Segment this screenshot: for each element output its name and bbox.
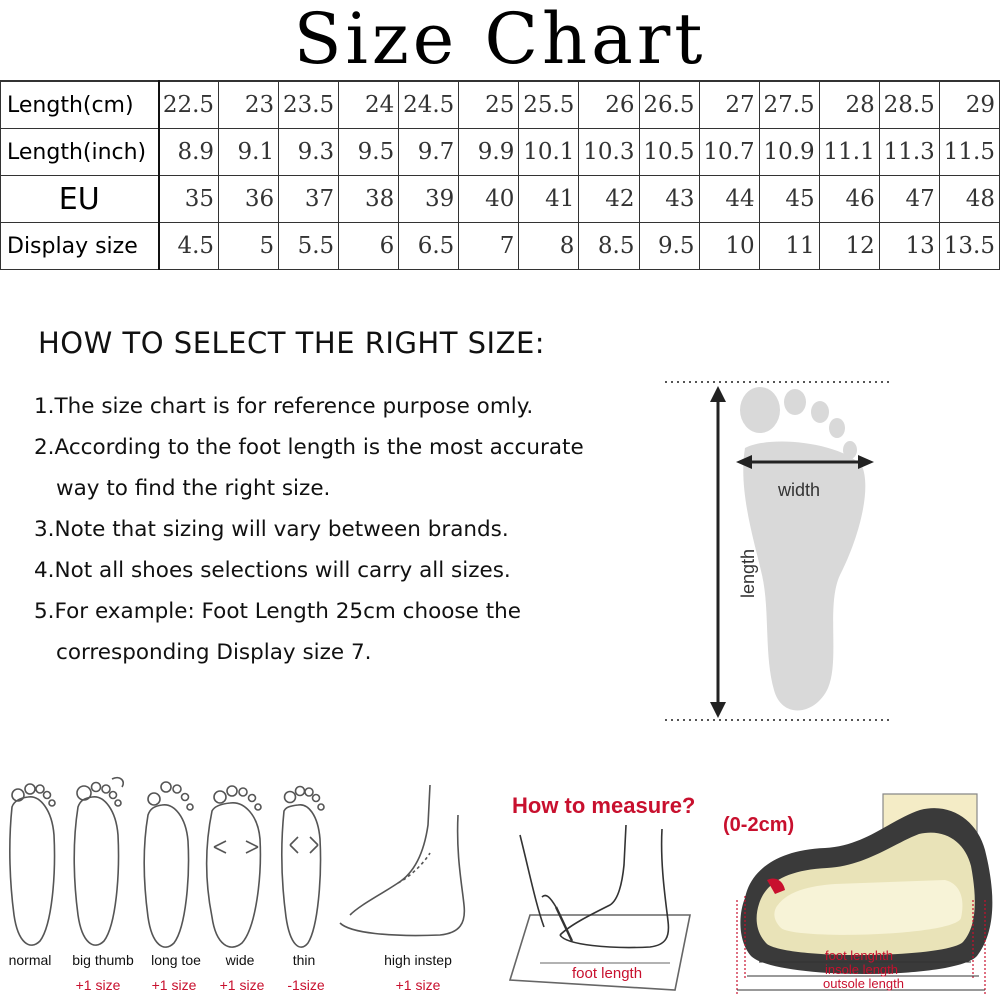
- instruction-text: 4.Not all shoes selections will carry all sizes.: [34, 558, 511, 583]
- big-thumb-foot-icon: [74, 778, 123, 945]
- size-cell: 5.5: [279, 223, 339, 270]
- size-cell: 4.5: [159, 223, 219, 270]
- size-cell: 9.7: [399, 129, 459, 176]
- instructions-heading: HOW TO SELECT THE RIGHT SIZE:: [38, 326, 546, 360]
- size-cell: 10.9: [759, 129, 819, 176]
- size-cell: 6.5: [399, 223, 459, 270]
- foot-type-name: thin: [292, 952, 316, 968]
- size-cell: 6: [339, 223, 399, 270]
- size-cell: 44: [699, 176, 759, 223]
- normal-foot-icon: [10, 784, 55, 945]
- row-header: EU: [1, 176, 159, 223]
- foot-type-name: big thumb: [72, 952, 134, 968]
- foot-type-adjust: -1size: [287, 977, 325, 993]
- size-cell: 10.3: [579, 129, 639, 176]
- size-cell: 42: [579, 176, 639, 223]
- size-cell: 27.5: [759, 81, 819, 129]
- footprint-icon: [740, 387, 865, 710]
- foot-types-illustration: [0, 765, 490, 1000]
- size-cell: 9.1: [219, 129, 279, 176]
- size-cell: 9.3: [279, 129, 339, 176]
- row-header: Display size: [1, 223, 159, 270]
- size-cell: 10.1: [519, 129, 579, 176]
- width-label: width: [778, 480, 821, 500]
- instruction-text: 2.According to the foot length is the most accurate: [34, 435, 584, 460]
- row-header: Length(cm): [1, 81, 159, 129]
- size-cell: 38: [339, 176, 399, 223]
- instruction-text: 5.For example: Foot Length 25cm choose the: [34, 599, 521, 624]
- instruction-item: [34, 427, 644, 509]
- shoe-length-panel: [715, 780, 1000, 1000]
- size-table: [0, 80, 1000, 270]
- size-cell: 13: [879, 223, 939, 270]
- size-cell: 23: [219, 81, 279, 129]
- size-cell: 27: [699, 81, 759, 129]
- foot-measure-diagram: [650, 370, 900, 730]
- page-title: Size Chart: [293, 0, 707, 80]
- instructions-list: [34, 386, 644, 673]
- high-instep-foot-icon: [340, 785, 464, 936]
- size-cell: 26: [579, 81, 639, 129]
- measure-label: foot length: [572, 965, 643, 982]
- size-cell: 8.5: [579, 223, 639, 270]
- size-cell: 24.5: [399, 81, 459, 129]
- long-toe-foot-icon: [144, 782, 193, 947]
- size-cell: 28.5: [879, 81, 939, 129]
- instruction-item: [34, 550, 644, 591]
- size-cell: 39: [399, 176, 459, 223]
- size-cell: 9.9: [459, 129, 519, 176]
- wide-foot-icon: [207, 786, 261, 947]
- foot-type-name: wide: [225, 952, 255, 968]
- how-to-measure-panel: [500, 785, 710, 1000]
- instruction-text: 3.Note that sizing will vary between brands.: [34, 517, 509, 542]
- size-cell: 41: [519, 176, 579, 223]
- size-cell: 35: [159, 176, 219, 223]
- foot-type-name: normal: [8, 952, 52, 968]
- size-row: [1, 176, 1000, 223]
- size-cell: 24: [339, 81, 399, 129]
- size-cell: 25: [459, 81, 519, 129]
- thin-foot-icon: [282, 787, 324, 948]
- measure-title: How to measure?: [512, 793, 696, 818]
- size-cell: 26.5: [639, 81, 699, 129]
- foot-type-name: high instep: [384, 952, 452, 968]
- instruction-text-continued: corresponding Display size 7.: [56, 640, 372, 665]
- foot-type-adjust: +1 size: [75, 977, 121, 993]
- instruction-item: [34, 591, 644, 673]
- size-cell: 36: [219, 176, 279, 223]
- size-cell: 9.5: [639, 223, 699, 270]
- size-cell: 28: [819, 81, 879, 129]
- foot-type-adjust: +1 size: [395, 977, 441, 993]
- size-cell: 10.5: [639, 129, 699, 176]
- instruction-item: [34, 509, 644, 550]
- size-cell: 23.5: [279, 81, 339, 129]
- instruction-text: 1.The size chart is for reference purpose omly.: [34, 394, 534, 419]
- size-cell: 10: [699, 223, 759, 270]
- foot-type-name: long toe: [151, 952, 201, 968]
- size-cell: 11.3: [879, 129, 939, 176]
- size-cell: 37: [279, 176, 339, 223]
- size-cell: 11.1: [819, 129, 879, 176]
- size-cell: 7: [459, 223, 519, 270]
- size-cell: 5: [219, 223, 279, 270]
- size-cell: 40: [459, 176, 519, 223]
- size-cell: 9.5: [339, 129, 399, 176]
- size-cell: 25.5: [519, 81, 579, 129]
- size-cell: 46: [819, 176, 879, 223]
- length-label: length: [738, 548, 758, 598]
- instruction-text-continued: way to find the right size.: [56, 476, 331, 501]
- size-row: [1, 81, 1000, 129]
- size-cell: 45: [759, 176, 819, 223]
- toe-gap-range: (0-2cm): [723, 814, 795, 836]
- instruction-item: [34, 386, 644, 427]
- size-cell: 43: [639, 176, 699, 223]
- size-cell: 47: [879, 176, 939, 223]
- size-cell: 29: [939, 81, 999, 129]
- size-cell: 22.5: [159, 81, 219, 129]
- measure-illustration: [500, 785, 710, 1000]
- outsole-length-label: outsole length: [823, 976, 904, 991]
- size-row: [1, 129, 1000, 176]
- shoe-cross-section: [715, 780, 1000, 1000]
- size-cell: 48: [939, 176, 999, 223]
- size-cell: 8: [519, 223, 579, 270]
- size-cell: 11.5: [939, 129, 999, 176]
- row-header: Length(inch): [1, 129, 159, 176]
- size-cell: 13.5: [939, 223, 999, 270]
- size-cell: 10.7: [699, 129, 759, 176]
- foot-type-adjust: +1 size: [219, 977, 265, 993]
- size-row: [1, 223, 1000, 270]
- foot-type-adjust: +1 size: [151, 977, 197, 993]
- size-cell: 8.9: [159, 129, 219, 176]
- size-cell: 11: [759, 223, 819, 270]
- foot-length-label: foot lenghth: [825, 948, 893, 963]
- size-cell: 12: [819, 223, 879, 270]
- insole-length-label: insole length: [825, 962, 898, 977]
